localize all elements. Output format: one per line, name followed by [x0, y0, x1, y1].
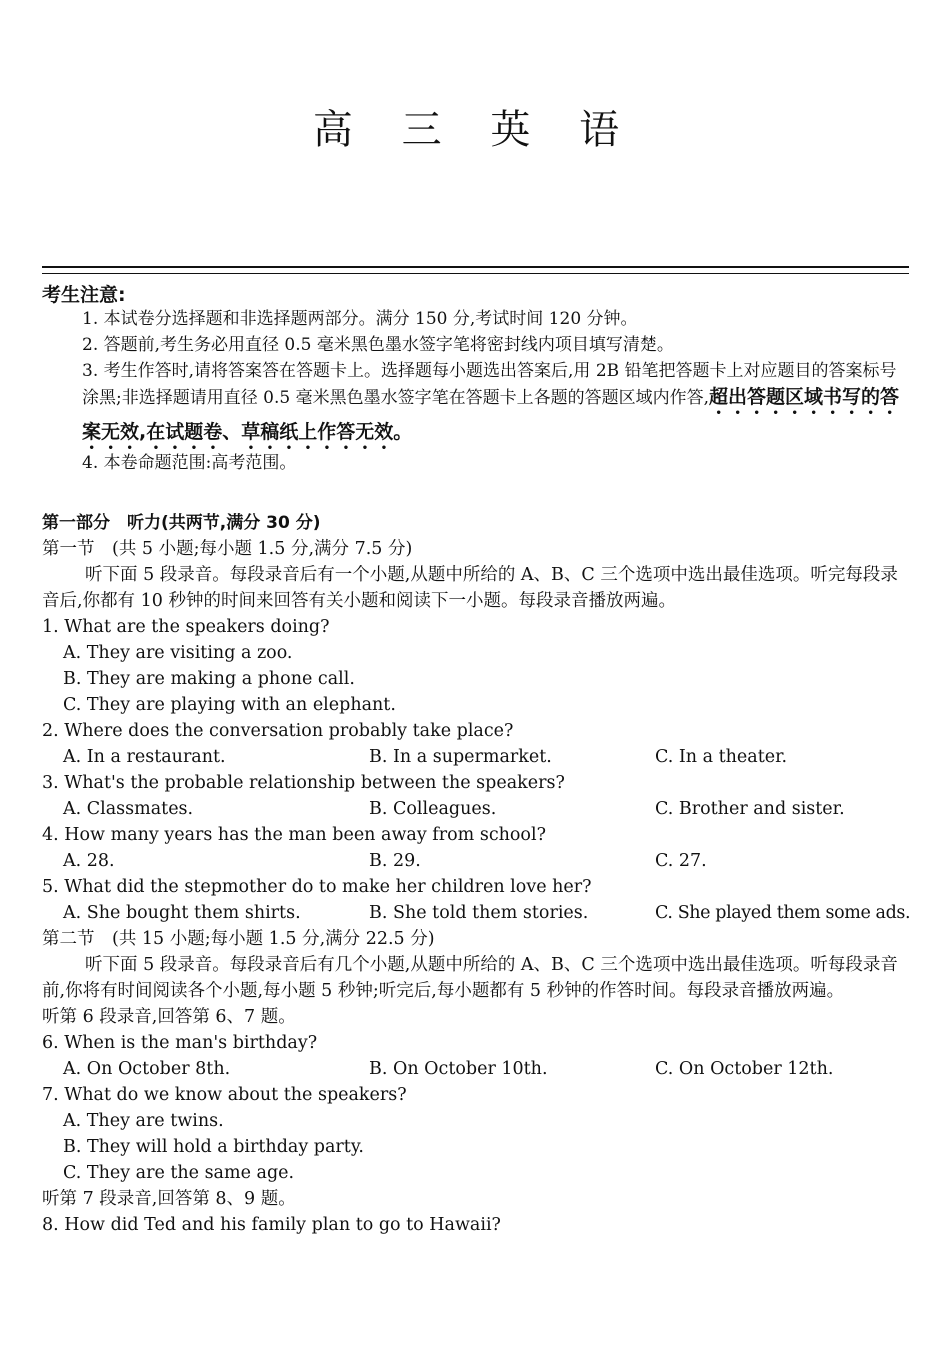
q3-options	[42, 796, 910, 822]
notice-item-3-emphasis: 超出答题区域书写的答案无效,在试题卷、草稿纸上作答无效。	[82, 386, 899, 443]
q2-stem: 2. Where does the conversation probably take place?	[42, 721, 514, 741]
q3-stem: 3. What's the probable relationship between the speakers?	[42, 773, 565, 793]
section1-heading: 第一节 (共 5 小题;每小题 1.5 分,满分 7.5 分)	[42, 539, 413, 559]
q3-option-b: B. Colleagues.	[369, 799, 497, 819]
q3-option-a: A. Classmates.	[63, 799, 194, 819]
q6-option-a: A. On October 8th.	[63, 1059, 231, 1079]
q4-option-a: A. 28.	[63, 851, 115, 871]
header-rule-thin	[42, 273, 909, 274]
q4-option-b: B. 29.	[369, 851, 421, 871]
notice-item-4: 4. 本卷命题范围:高考范围。	[82, 453, 297, 473]
q1-option-a: A. They are visiting a zoo.	[63, 643, 293, 663]
exam-title: 高 三 英 语	[312, 107, 638, 153]
q4-option-c: C. 27.	[655, 851, 707, 871]
notice-item-1: 1. 本试卷分选择题和非选择题两部分。满分 150 分,考试时间 120 分钟。	[82, 309, 638, 329]
q6-option-b: B. On October 10th.	[369, 1059, 548, 1079]
passage7-note: 听第 7 段录音,回答第 8、9 题。	[42, 1189, 296, 1209]
notice-item-3	[82, 358, 910, 454]
notice-item-2: 2. 答题前,考生务必用直径 0.5 毫米黑色墨水签字笔将密封线内项目填写清楚。	[82, 335, 674, 355]
q5-option-c: C. She played them some ads.	[655, 903, 911, 923]
q6-option-c: C. On October 12th.	[655, 1059, 834, 1079]
q5-option-a: A. She bought them shirts.	[63, 903, 301, 923]
q2-option-b: B. In a supermarket.	[369, 747, 552, 767]
notice-item-3-text: 3. 考生作答时,请将答案答在答题卡上。选择题每小题选出答案后,用 2B 铅笔把答题卡上对应题目的答案标号涂黑;非选择题请用直径 0.5 毫米黑色墨水签字笔在答题卡上各题的答题区域内作答,	[82, 361, 897, 408]
q2-option-c: C. In a theater.	[655, 747, 788, 767]
q1-stem: 1. What are the speakers doing?	[42, 617, 330, 637]
part1-heading: 第一部分 听力(共两节,满分 30 分)	[42, 513, 321, 533]
q8-stem: 8. How did Ted and his family plan to go to Hawaii?	[42, 1215, 501, 1235]
q2-option-a: A. In a restaurant.	[63, 747, 226, 767]
passage6-note: 听第 6 段录音,回答第 6、7 题。	[42, 1007, 296, 1027]
q5-option-b: B. She told them stories.	[369, 903, 589, 923]
section1-instructions: 听下面 5 段录音。每段录音后有一个小题,从题中所给的 A、B、C 三个选项中选出最佳选项。听完每段录音后,你都有 10 秒钟的时间来回答有关小题和阅读下一小题。每段录音播放两遍。	[42, 565, 898, 611]
q7-option-c: C. They are the same age.	[63, 1163, 295, 1183]
q6-options	[42, 1056, 910, 1082]
q1-option-b: B. They are making a phone call.	[63, 669, 355, 689]
section2-instructions: 听下面 5 段录音。每段录音后有几个小题,从题中所给的 A、B、C 三个选项中选出最佳选项。听每段录音前,你将有时间阅读各个小题,每小题 5 秒钟;听完后,每小题都有 5 秒钟的作答时间。每段录音播放两遍。	[42, 955, 898, 1001]
q6-stem: 6. When is the man's birthday?	[42, 1033, 318, 1053]
notice-heading: 考生注意:	[42, 284, 126, 306]
q4-options	[42, 848, 910, 874]
q5-options	[42, 900, 910, 926]
section2-heading: 第二节 (共 15 小题;每小题 1.5 分,满分 22.5 分)	[42, 929, 435, 949]
q7-stem: 7. What do we know about the speakers?	[42, 1085, 407, 1105]
q1-option-c: C. They are playing with an elephant.	[63, 695, 396, 715]
q3-option-c: C. Brother and sister.	[655, 799, 845, 819]
q7-option-b: B. They will hold a birthday party.	[63, 1137, 364, 1157]
header-rule-thick	[42, 266, 909, 268]
q7-option-a: A. They are twins.	[63, 1111, 224, 1131]
q5-stem: 5. What did the stepmother do to make her children love her?	[42, 877, 592, 897]
q2-options	[42, 744, 910, 770]
part1-body	[42, 510, 910, 1238]
q4-stem: 4. How many years has the man been away from school?	[42, 825, 546, 845]
